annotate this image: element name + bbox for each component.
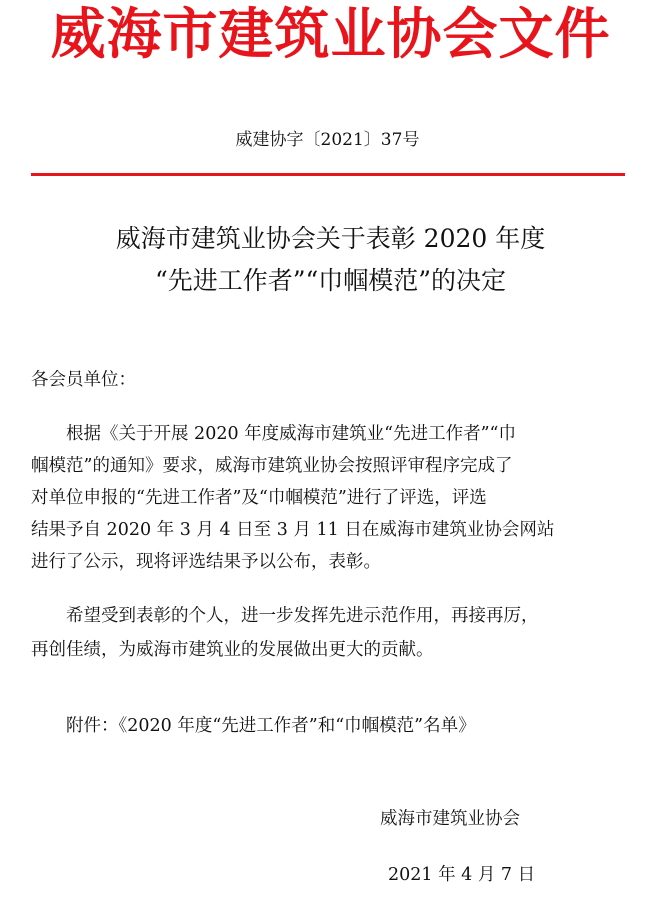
- signature-date: 2021 年 4 月 7 日: [388, 865, 536, 885]
- document-number: 威建协字〔2021〕37号: [235, 130, 420, 150]
- paragraph-1-line-2: 帼模范”的通知》要求，威海市建筑业协会按照评审程序完成了: [31, 456, 513, 476]
- signature-organization: 威海市建筑业协会: [380, 809, 520, 829]
- paragraph-2-line-2: 再创佳绩，为威海市建筑业的发展做出更大的贡献。: [31, 640, 434, 660]
- document-title-line-1: 威海市建筑业协会关于表彰 2020 年度: [115, 224, 546, 253]
- paragraph-1-line-1: 根据《关于开展 2020 年度威海市建筑业“先进工作者”“巾: [31, 424, 516, 444]
- red-divider-line: [31, 173, 625, 176]
- paragraph-1-line-3: 对单位申报的“先进工作者”及“巾帼模范”进行了评选，评选: [31, 488, 487, 508]
- attachment-line: 附件：《2020 年度“先进工作者”和“巾帼模范”名单》: [31, 716, 476, 736]
- paragraph-1-line-5: 进行了公示，现将评选结果予以公布，表彰。: [31, 552, 381, 572]
- document-header-title: 威海市建筑业协会文件: [50, 2, 611, 66]
- document-title-line-2: “先进工作者”“巾帼模范”的决定: [154, 266, 507, 295]
- paragraph-2-line-1: 希望受到表彰的个人，进一步发挥先进示范作用，再接再厉，: [31, 606, 539, 626]
- paragraph-1-line-4: 结果予自 2020 年 3 月 4 日至 3 月 11 日在威海市建筑业协会网站: [31, 520, 555, 540]
- salutation: 各会员单位：: [31, 370, 136, 390]
